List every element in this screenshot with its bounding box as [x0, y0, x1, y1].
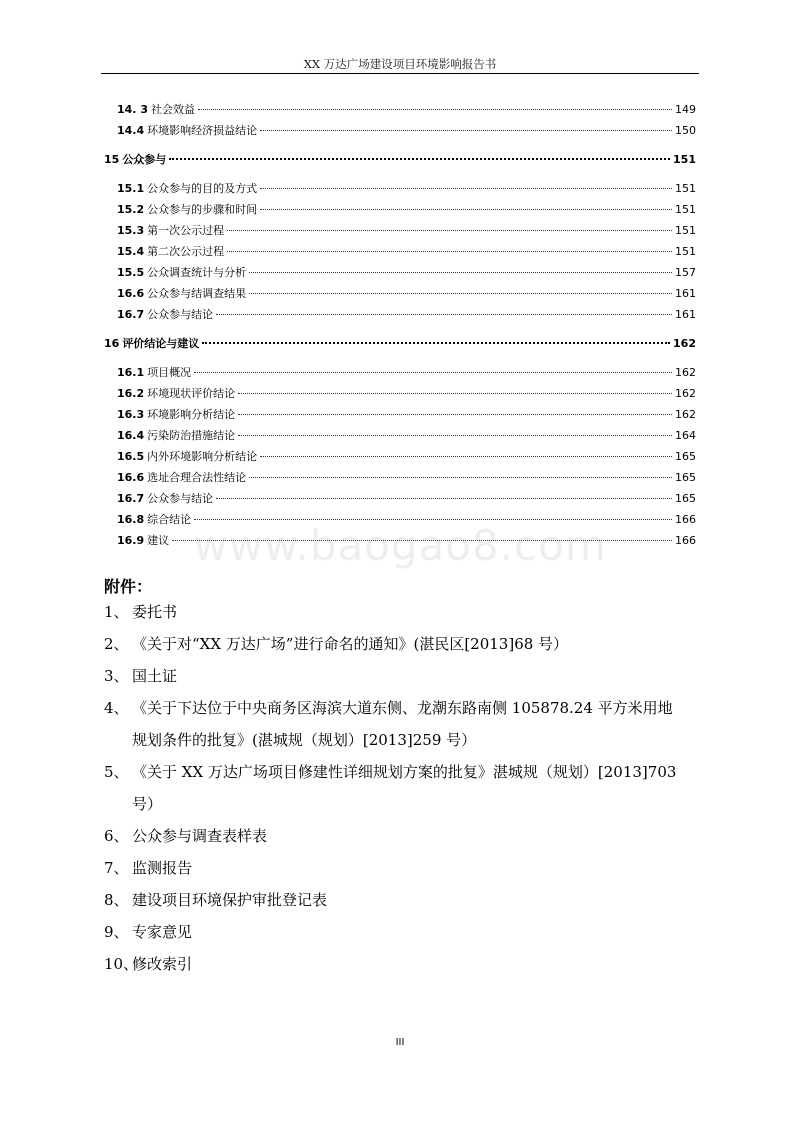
- page-number: III: [395, 1037, 405, 1048]
- toc-entry[interactable]: [117, 306, 696, 322]
- attachment-text: 《关于对“XX 万达广场”进行命名的通知》(湛民区[2013]68 号）: [132, 635, 569, 653]
- toc-entry-title: 选址合理合法性结论: [147, 471, 247, 484]
- attachment-item: [104, 852, 704, 884]
- toc-entry-number: 16.5: [117, 450, 145, 463]
- toc-entry-title: 污染防治措施结论: [147, 429, 236, 442]
- header-rule: [101, 73, 699, 74]
- attachment-text: 建设项目环境保护审批登记表: [132, 891, 328, 909]
- toc-entry-page: 161: [675, 308, 696, 321]
- toc-entry-page: 162: [675, 387, 696, 400]
- attachment-number: 1、: [104, 603, 129, 621]
- toc-entry-number: 15.4: [117, 245, 145, 258]
- toc-leader-dots: [249, 293, 672, 294]
- toc-entry-number: 14. 3: [117, 103, 148, 116]
- attachment-item: [104, 596, 704, 628]
- toc-entry-number: 16.6: [117, 471, 145, 484]
- toc-entry-number: 15.2: [117, 203, 145, 216]
- toc-entry-number: 16: [104, 337, 120, 350]
- attachment-item: [104, 884, 704, 916]
- toc-entry[interactable]: [117, 264, 696, 280]
- attachment-text: 《关于下达位于中央商务区海滨大道东侧、龙潮东路南侧 105878.24 平方米用地: [132, 699, 673, 717]
- attachment-text: 公众参与调查表样表: [132, 827, 268, 845]
- attachment-number: 10、: [104, 955, 139, 973]
- attachment-text: 监测报告: [132, 859, 193, 877]
- toc-entry-number: 16.1: [117, 366, 145, 379]
- toc-entry-title: 环境影响经济损益结论: [147, 124, 258, 137]
- toc-entry-title: 公众调查统计与分析: [147, 266, 247, 279]
- toc-entry[interactable]: [117, 406, 696, 422]
- toc-entry-number: 16.3: [117, 408, 145, 421]
- attachment-item: [104, 692, 704, 756]
- attachment-text: 修改索引: [132, 955, 193, 973]
- toc-entry[interactable]: [117, 364, 696, 380]
- toc-entry-number: 16.7: [117, 308, 145, 321]
- toc-entry-title: 环境影响分析结论: [147, 408, 236, 421]
- toc-entry-page: 165: [675, 450, 696, 463]
- toc-entry-number: 16.7: [117, 492, 145, 505]
- toc-entry-title: 公众参与结论: [147, 492, 214, 505]
- toc-leader-dots: [249, 272, 672, 273]
- toc-entry-title: 公众参与结调查结果: [147, 287, 247, 300]
- attachment-number: 5、: [104, 763, 129, 781]
- attachment-number: 2、: [104, 635, 129, 653]
- toc-entry-page: 151: [675, 224, 696, 237]
- toc-entry-number: 14.4: [117, 124, 145, 137]
- toc-entry[interactable]: [117, 285, 696, 301]
- toc-leader-dots: [198, 109, 672, 110]
- attachment-number: 8、: [104, 891, 129, 909]
- toc-entry[interactable]: [117, 469, 696, 485]
- toc-leader-dots: [194, 519, 672, 520]
- toc-entry-page: 162: [675, 366, 696, 379]
- toc-entry-page: 157: [675, 266, 696, 279]
- toc-leader-dots: [216, 314, 672, 315]
- toc-entry-title: 公众参与的步骤和时间: [147, 203, 258, 216]
- attachment-number: 6、: [104, 827, 129, 845]
- toc-entry[interactable]: [117, 490, 696, 506]
- toc-entry-title: 内外环境影响分析结论: [147, 450, 258, 463]
- toc-entry[interactable]: [117, 385, 696, 401]
- toc-leader-dots: [260, 456, 672, 457]
- toc-entry[interactable]: [117, 122, 696, 138]
- toc-leader-dots: [238, 393, 672, 394]
- toc-entry-number: 15.3: [117, 224, 145, 237]
- toc-leader-dots: [238, 414, 672, 415]
- toc-leader-dots: [202, 342, 670, 344]
- attachment-item: [104, 820, 704, 852]
- toc-entry[interactable]: [117, 222, 696, 238]
- toc-leader-dots: [260, 209, 672, 210]
- attachments-heading: 附件：: [104, 577, 153, 596]
- toc-entry-number: 16.4: [117, 429, 145, 442]
- running-header: XX 万达广场建设项目环境影响报告书: [303, 57, 497, 71]
- toc-entry-number: 15.1: [117, 182, 145, 195]
- toc-entry-title: 公众参与的目的及方式: [147, 182, 258, 195]
- toc-entry-title: 评价结论与建议: [122, 337, 200, 350]
- toc-entry-page: 150: [675, 124, 696, 137]
- attachment-number: 4、: [104, 699, 129, 717]
- toc-entry-title: 公众参与: [122, 153, 167, 166]
- attachment-number: 3、: [104, 667, 129, 685]
- toc-entry-title: 第二次公示过程: [147, 245, 225, 258]
- toc-entry-title: 第一次公示过程: [147, 224, 225, 237]
- toc-entry[interactable]: [117, 427, 696, 443]
- toc-entry-page: 162: [673, 337, 696, 350]
- toc-entry-number: 16.6: [117, 287, 145, 300]
- toc-leader-dots: [227, 230, 672, 231]
- attachment-text: 《关于 XX 万达广场项目修建性详细规划方案的批复》湛城规（规划）[2013]703: [132, 763, 677, 781]
- attachment-item: [104, 756, 704, 820]
- toc-entry-page: 162: [675, 408, 696, 421]
- toc-leader-dots: [216, 498, 672, 499]
- watermark: www.baogao8.com: [193, 521, 607, 570]
- toc-leader-dots: [194, 372, 672, 373]
- toc-entry-page: 151: [675, 182, 696, 195]
- toc-entry-page: 165: [675, 471, 696, 484]
- toc-entry-page: 166: [675, 534, 696, 547]
- toc-leader-dots: [238, 435, 672, 436]
- toc-entry-number: 15: [104, 153, 120, 166]
- toc-leader-dots: [227, 251, 672, 252]
- toc-entry-title: 综合结论: [147, 513, 192, 526]
- attachment-number: 9、: [104, 923, 129, 941]
- attachment-item: [104, 948, 704, 980]
- toc-entry[interactable]: [117, 448, 696, 464]
- attachment-text: 委托书: [132, 603, 178, 621]
- toc-entry-page: 161: [675, 287, 696, 300]
- toc-leader-dots: [260, 188, 672, 189]
- toc-entry-page: 165: [675, 492, 696, 505]
- toc-leader-dots: [260, 130, 672, 131]
- toc-entry-title: 项目概况: [147, 366, 192, 379]
- toc-entry-number: 16.2: [117, 387, 145, 400]
- attachment-text-continued: 规划条件的批复》(湛城规（规划）[2013]259 号）: [132, 731, 477, 749]
- attachment-text: 专家意见: [132, 923, 193, 941]
- toc-entry-page: 151: [673, 153, 696, 166]
- toc-entry-page: 166: [675, 513, 696, 526]
- toc-entry[interactable]: [117, 201, 696, 217]
- toc-entry-number: 16.9: [117, 534, 145, 547]
- attachment-text: 国土证: [132, 667, 178, 685]
- toc-entry-page: 151: [675, 245, 696, 258]
- toc-entry-title: 建议: [147, 534, 170, 547]
- toc-chapter-entry[interactable]: [104, 335, 696, 351]
- attachment-item: [104, 628, 704, 660]
- toc-entry-page: 164: [675, 429, 696, 442]
- toc-chapter-entry[interactable]: [104, 151, 696, 167]
- toc-entry-number: 15.5: [117, 266, 145, 279]
- toc-entry-number: 16.8: [117, 513, 145, 526]
- toc-entry-title: 社会效益: [150, 103, 195, 116]
- attachment-text-continued: 号）: [132, 795, 163, 813]
- toc-entry[interactable]: [117, 180, 696, 196]
- attachment-number: 7、: [104, 859, 129, 877]
- toc-entry[interactable]: [117, 101, 696, 117]
- attachment-item: [104, 660, 704, 692]
- toc-entry-title: 公众参与结论: [147, 308, 214, 321]
- toc-entry-title: 环境现状评价结论: [147, 387, 236, 400]
- attachment-item: [104, 916, 704, 948]
- toc-entry[interactable]: [117, 243, 696, 259]
- toc-entry-page: 151: [675, 203, 696, 216]
- toc-entry-page: 149: [675, 103, 696, 116]
- toc-leader-dots: [249, 477, 672, 478]
- toc-leader-dots: [169, 158, 670, 160]
